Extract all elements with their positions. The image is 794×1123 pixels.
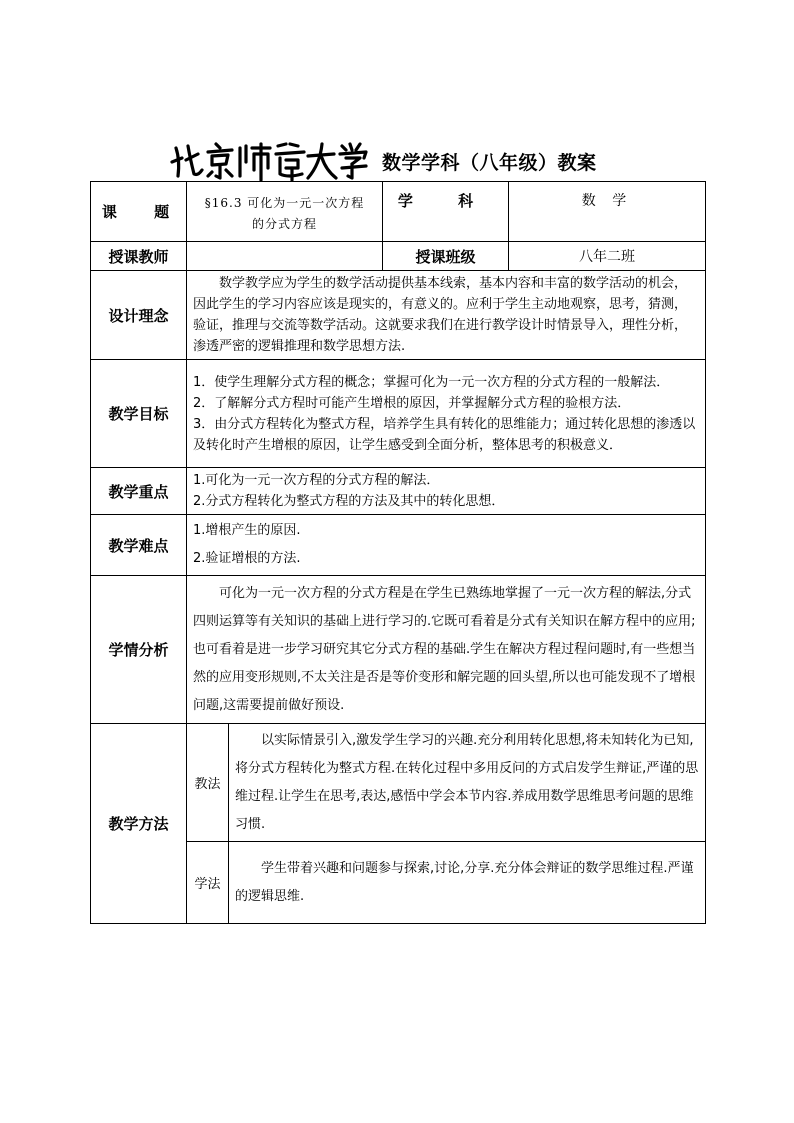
goal-item-1: 1．使学生理解分式方程的概念；掌握可化为一元一次方程的分式方程的一般解法．	[193, 374, 670, 390]
learn-method-text: 学生带着兴趣和问题参与探索,讨论,分享.充分体会辩证的数学思维过程.严谨的逻辑思维.	[229, 842, 706, 924]
key-points-row	[91, 468, 706, 515]
analysis-row	[91, 576, 706, 724]
design-text: 数学教学应为学生的数学活动提供基本线索，基本内容和丰富的数学活动的机会，因此学生的学习内容应该是现实的，有意义的。应利于学生主动地观察，思考，猜测，验证，推理与交流等数学活动。这就要求我们在进行教学设计时情景导入，理性分析，渗透严密的逻辑推理和数学思想方法.	[187, 271, 706, 360]
topic-label-text: 课 题	[101, 203, 186, 221]
difficult-point-1: 1.增根产生的原因.	[193, 523, 301, 538]
subject-label-text: 学 科	[397, 192, 494, 210]
class-value: 八年二班	[509, 242, 706, 271]
document-title: 数学学科（八年级）教案	[382, 152, 597, 174]
teach-method-label: 教法	[187, 724, 229, 842]
svg-text:北京师范大学: 北京师范大学	[170, 140, 176, 141]
teacher-value	[187, 242, 383, 271]
key-points-list	[187, 468, 706, 515]
topic-line-2: 的分式方程	[252, 216, 318, 231]
subject-label	[383, 182, 509, 242]
key-point-1: 1.可化为一元一次方程的分式方程的解法．	[193, 473, 440, 488]
goals-row	[91, 360, 706, 468]
university-logo	[170, 140, 370, 182]
methods-label: 教学方法	[91, 724, 187, 924]
teach-method-text: 以实际情景引入,激发学生学习的兴趣.充分利用转化思想,将未知转化为已知,将分式方程转化为整式方程.在转化过程中多用反问的方式启发学生辩证,严谨的思维过程.让学生在思考,表达,感悟中学会本节内容.养成用数学思维思考问题的思维习惯.	[229, 724, 706, 842]
analysis-label: 学情分析	[91, 576, 187, 724]
learn-method-label: 学法	[187, 842, 229, 924]
topic-line-1: §16.3 可化为一元一次方程	[204, 195, 365, 210]
topic-row	[91, 182, 706, 242]
design-row	[91, 271, 706, 360]
key-point-2: 2.分式方程转化为整式方程的方法及其中的转化思想．	[193, 494, 505, 509]
lesson-plan-table	[90, 181, 706, 924]
difficult-point-2: 2.验证增根的方法.	[193, 551, 301, 566]
design-label: 设计理念	[91, 271, 187, 360]
goal-item-2: 2．了解解分式方程时可能产生增根的原因，并掌握解分式方程的验根方法．	[193, 395, 631, 411]
goals-list	[187, 360, 706, 468]
topic-label	[91, 182, 187, 242]
topic-value	[187, 182, 383, 242]
subject-value: 数 学	[509, 182, 706, 242]
difficult-points-row	[91, 515, 706, 576]
goals-label: 教学目标	[91, 360, 187, 468]
difficult-points-label: 教学难点	[91, 515, 187, 576]
goal-item-3: 3．由分式方程转化为整式方程，培养学生具有转化的思维能力；通过转化思想的渗透以及转化时产生增根的原因，让学生感受到全面分析，整体思考的积极意义．	[193, 416, 696, 453]
teacher-label: 授课教师	[91, 242, 187, 271]
analysis-text: 可化为一元一次方程的分式方程是在学生已熟练地掌握了一元一次方程的解法,分式四则运算等有关知识的基础上进行学习的.它既可看着是分式有关知识在解方程中的应用;也可看着是进一步学习研究其它分式方程的基础.学生在解决方程过程问题时,有一些想当然的应用变形规则,不太关注是否是等价变形和解完题的回头望,所以也可能发现不了增根问题,这需要提前做好预设.	[187, 576, 706, 724]
methods-teach-row	[91, 724, 706, 842]
difficult-points-list	[187, 515, 706, 576]
teacher-row	[91, 242, 706, 271]
key-points-label: 教学重点	[91, 468, 187, 515]
class-label: 授课班级	[383, 242, 509, 271]
document-header	[170, 140, 630, 182]
